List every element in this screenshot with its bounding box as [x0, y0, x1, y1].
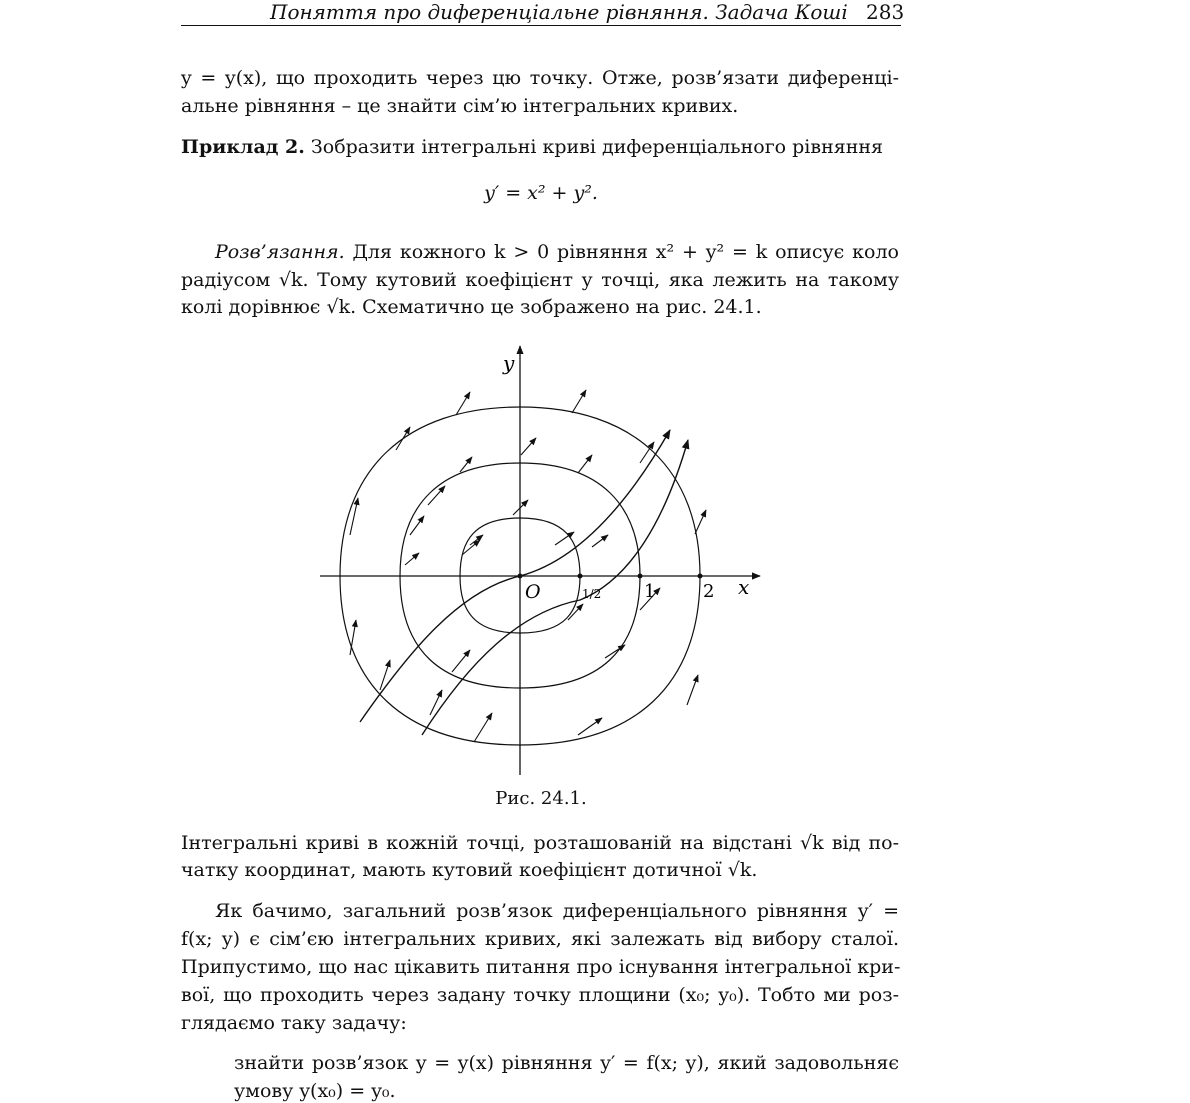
origin-dot [518, 574, 523, 579]
running-header-title: Поняття про диференціальне рівняння. Задача Коші [270, 0, 848, 24]
para2-line-3: Припустимо, що нас цікавить питання про існування інтегральної кри- [181, 956, 901, 978]
y-axis-label: y [503, 351, 515, 375]
problem-line-2: умову y(x₀) = y₀. [234, 1080, 396, 1102]
para2-line-1: Як бачимо, загальний розв’язок диференціального рівняння y′ = [215, 900, 899, 922]
example-text: Зобразити інтегральні криві диференціального рівняння [310, 136, 884, 158]
para1-line-1: Інтегральні криві в кожній точці, розташованій на відстані √k від по- [181, 832, 899, 854]
para2-line-4: вої, що проходить через задану точку площини (x₀; y₀). Тобто ми роз- [181, 984, 899, 1006]
para1-line-2: чатку координат, мають кутовий коефіцієнт дотичної √k. [181, 859, 758, 881]
origin-label: O [525, 581, 541, 603]
tick-dot-half [578, 574, 583, 579]
example-label: Приклад 2. [181, 136, 305, 158]
solution-line-2: радіусом √k. Тому кутовий коефіцієнт у точці, яка лежить на такому [181, 269, 899, 291]
solution-text-1: Для кожного k > 0 рівняння x² + y² = k описує коло [352, 241, 899, 263]
solution-line-3: колі дорівнює √k. Схематично це зображено на рис. 24.1. [181, 296, 762, 318]
para2-line-5: глядаємо таку задачу: [181, 1012, 407, 1034]
figure-caption: Рис. 24.1. [495, 788, 587, 809]
intro-line-1: y = y(x), що проходить через цю точку. Отже, розв’язати диференці- [181, 67, 899, 89]
x-axis-label: x [738, 575, 750, 599]
example-equation: y′ = x² + y². [484, 182, 598, 204]
solution-label: Розв’язання. [215, 241, 345, 263]
tick-dot-two [698, 574, 703, 579]
page-number: 283 [866, 0, 905, 24]
intro-line-2: альне рівняння – це знайти сім’ю інтегральних кривих. [181, 95, 739, 117]
tick-label-two: 2 [703, 581, 715, 602]
tick-label-one: 1 [644, 581, 656, 602]
tick-dot-one [638, 574, 643, 579]
para2-line-2: f(x; y) є сім’єю інтегральних кривих, які залежать від вибору сталої. [181, 928, 899, 950]
tick-label-half: 1/2 [582, 587, 602, 601]
problem-line-1: знайти розв’язок y = y(x) рівняння y′ = f(x; y), який задовольняє [234, 1052, 899, 1074]
